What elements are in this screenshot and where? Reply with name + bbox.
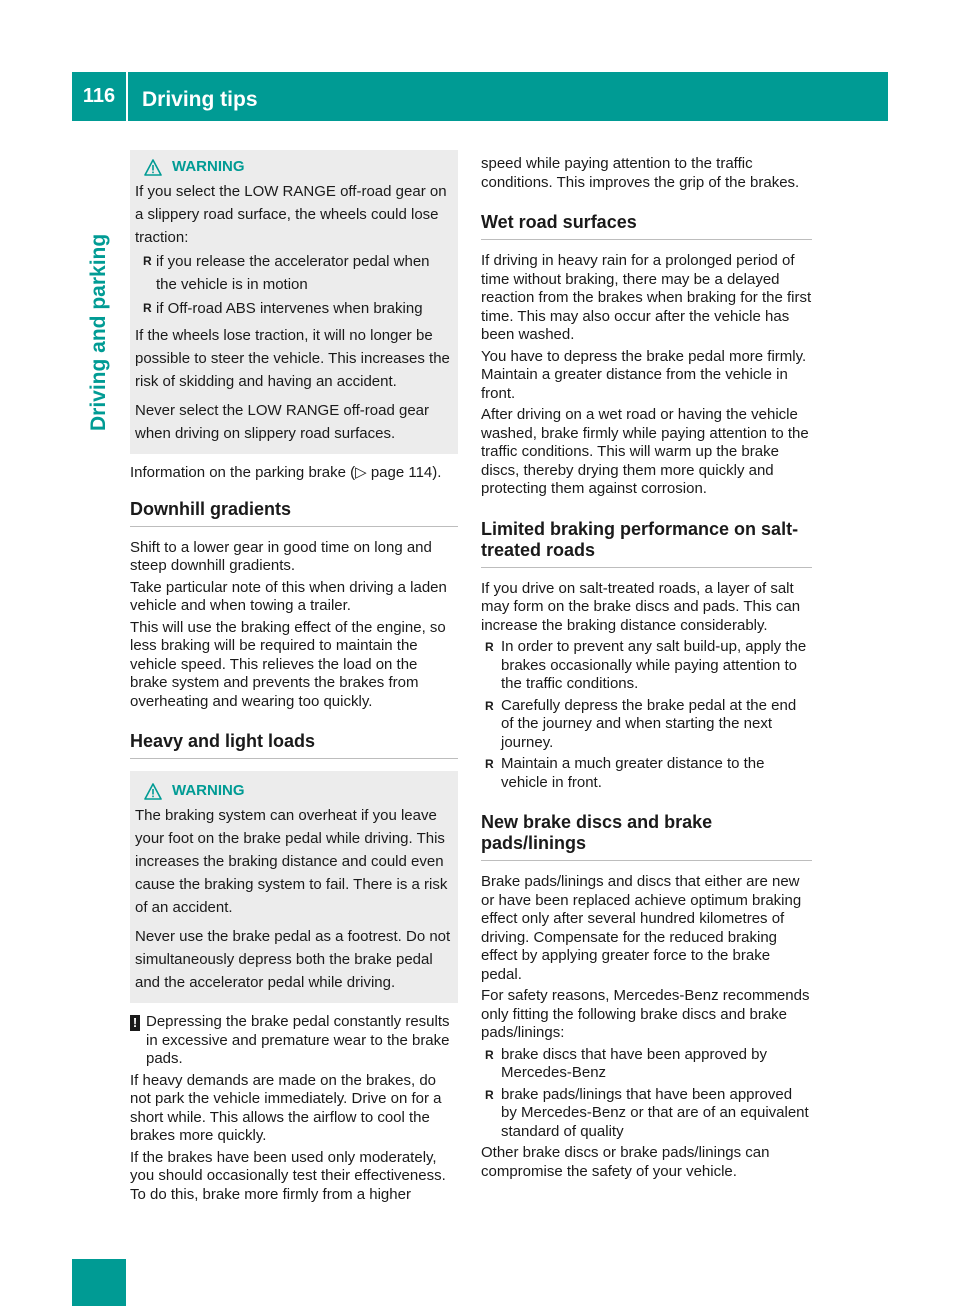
- warning-box-low-range: [130, 150, 458, 454]
- exclamation-icon: !: [130, 1015, 140, 1031]
- header-divider: [126, 72, 128, 121]
- paragraph: After driving on a wet road or having the vehicle washed, brake firmly while paying attention to the traffic conditions. This will warm up the brake discs, thereby drying them more quickly and protecting them against corrosion.: [481, 406, 809, 497]
- warning-intro: If you select the LOW RANGE off-road gear on a slippery road surface, the wheels could lose traction:: [135, 183, 447, 246]
- bullet-mark: R: [143, 254, 152, 268]
- list-item: [481, 1046, 812, 1083]
- warning-bullet: [138, 297, 452, 320]
- paragraph: speed while paying attention to the traffic conditions. This improves the grip of the brakes.: [481, 155, 800, 191]
- section-heading-downhill: Downhill gradients: [130, 499, 458, 527]
- list-item: [481, 1086, 812, 1142]
- warning-triangle-icon: [144, 783, 162, 800]
- paragraph: If the brakes have been used only moderately, you should occasionally test their effectiveness. To do this, brake more firmly from a higher: [130, 1148, 446, 1203]
- warning-label: WARNING: [172, 782, 245, 799]
- section-heading-salt: Limited braking performance on salt-treated roads: [481, 519, 812, 568]
- paragraph: For safety reasons, Mercedes-Benz recommends only fitting the following brake discs and brake pads/linings:: [481, 987, 810, 1041]
- warning-paragraph: The braking system can overheat if you leave your foot on the brake pedal while driving. This increases the braking distance and could even cause the braking system to fail. There is a risk of an accident.: [135, 807, 448, 916]
- paragraph: Brake pads/linings and discs that either are new or have been replaced achieve optimum braking effect only after several hundred kilometres of driving. Compensate for the reduced braking effect by applying greater force to the brake pedal.: [481, 873, 802, 983]
- warning-paragraph: Never use the brake pedal as a footrest. Do not simultaneously depress both the brake pedal and the accelerator pedal while driving.: [135, 928, 451, 991]
- warning-triangle-icon: [144, 159, 162, 176]
- notice-text: Depressing the brake pedal constantly results in excessive and premature wear to the brake pads.: [146, 1013, 450, 1067]
- bullet-text: Carefully depress the brake pedal at the end of the journey and when starting the next journey.: [501, 696, 797, 751]
- bullet-text: if Off-road ABS intervenes when braking: [156, 300, 423, 317]
- bullet-text: brake pads/linings that have been approved by Mercedes-Benz or that are of an equivalent standard of quality: [501, 1085, 809, 1140]
- bullet-mark: R: [485, 1087, 494, 1102]
- warning-box-brake-overheat: [130, 771, 458, 1003]
- warning-label: WARNING: [172, 158, 245, 175]
- bullet-mark: R: [485, 1047, 494, 1062]
- notice-brake-wear: [130, 1013, 458, 1069]
- paragraph: If you drive on salt-treated roads, a layer of salt may form on the brake discs and pads. This can increase the braking distance considerably.: [481, 579, 801, 634]
- bullet-mark: R: [485, 757, 494, 771]
- chapter-title: Driving tips: [142, 88, 258, 111]
- salt-bullet-list: [481, 638, 812, 792]
- paragraph: This will use the braking effect of the engine, so less braking will be required to maintain the vehicle speed. This relieves the load on the brake system and prevents the brakes from overheating and wearing too quickly.: [130, 618, 446, 710]
- bullet-mark: R: [143, 301, 152, 315]
- side-tab-block: [72, 1259, 126, 1306]
- warning-bullet: [138, 250, 452, 296]
- bullet-text: In order to prevent any salt build-up, apply the brakes occasionally while paying attention to the traffic conditions.: [501, 638, 807, 692]
- left-column: [130, 150, 458, 1207]
- bullet-text: brake discs that have been approved by Mercedes-Benz: [501, 1045, 768, 1081]
- right-column: [481, 155, 812, 1184]
- warning-heading: [144, 157, 458, 177]
- section-heading-new-brakes: New brake discs and brake pads/linings: [481, 812, 812, 861]
- bullet-text: if you release the accelerator pedal when the vehicle is in motion: [156, 253, 430, 293]
- paragraph: If driving in heavy rain for a prolonged period of time without braking, there may be a delayed reaction from the brakes when braking for the first time. This may also occur after the vehicle has been washed.: [481, 252, 812, 343]
- page-number: 116: [82, 85, 116, 107]
- paragraph: You have to depress the brake pedal more firmly. Maintain a greater distance from the vehicle in front.: [481, 347, 807, 402]
- warning-heading: [144, 781, 458, 801]
- side-tab-label: Driving and parking: [87, 233, 110, 431]
- parking-brake-reference[interactable]: Information on the parking brake (▷ page 114).: [130, 464, 442, 481]
- paragraph: Take particular note of this when driving a laden vehicle and when towing a trailer.: [130, 578, 447, 614]
- bullet-mark: R: [485, 640, 494, 654]
- list-item: [481, 638, 812, 694]
- section-heading-loads: Heavy and light loads: [130, 731, 458, 759]
- brake-parts-bullet-list: [481, 1046, 812, 1142]
- bullet-text: Maintain a much greater distance to the vehicle in front.: [501, 755, 765, 791]
- bullet-mark: R: [485, 698, 494, 713]
- list-item: [481, 755, 812, 792]
- list-item: [481, 697, 812, 753]
- paragraph: Other brake discs or brake pads/linings can compromise the safety of your vehicle.: [481, 1144, 770, 1180]
- page-header: [72, 72, 888, 121]
- paragraph: If heavy demands are made on the brakes, do not park the vehicle immediately. Drive on for a short while. This allows the airflow to cool the brakes more quickly.: [130, 1071, 442, 1144]
- warning-paragraph: Never select the LOW RANGE off-road gear when driving on slippery road surfaces.: [135, 402, 430, 442]
- warning-paragraph: If the wheels lose traction, it will no longer be possible to steer the vehicle. This increases the risk of skidding and having an accident.: [135, 327, 450, 390]
- section-heading-wet: Wet road surfaces: [481, 212, 812, 240]
- paragraph: Shift to a lower gear in good time on long and steep downhill gradients.: [130, 538, 432, 574]
- side-tab: [72, 121, 126, 1186]
